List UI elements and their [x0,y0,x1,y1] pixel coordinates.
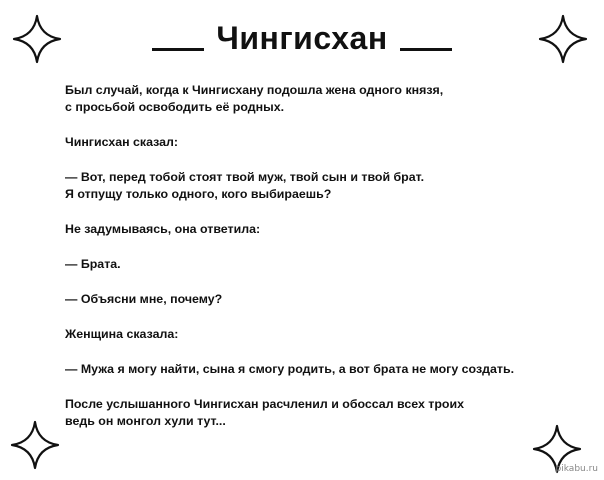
story-text [65,82,590,448]
paragraph [65,256,590,273]
page-title: Чингисхан [216,20,388,56]
text-line: ведь он монгол хули тут... [65,414,226,428]
text-line: — Вот, перед тобой стоят твой муж, твой сын и твой брат. [65,170,425,184]
text-line: Женщина сказала: [65,327,179,341]
text-line: — Объясни мне, почему? [65,292,223,306]
text-line: Я отпущу только одного, кого выбираешь? [65,187,332,201]
paragraph [65,169,590,203]
text-line: — Брата. [65,257,121,271]
text-line: Не задумываясь, она ответила: [65,222,261,236]
title-underline-right [400,48,452,51]
paragraph [65,82,590,116]
text-line: — Мужа я могу найти, сына я смогу родить, а вот брата не могу создать. [65,362,515,376]
title-row [0,18,604,58]
paragraph [65,134,590,151]
text-line: Был случай, когда к Чингисхану подошла жена одного князя, [65,83,444,97]
paragraph [65,291,590,308]
text-line: Чингисхан сказал: [65,135,179,149]
paragraph [65,396,590,430]
four-point-star-icon [10,420,60,470]
paragraph [65,326,590,343]
paragraph [65,361,590,378]
text-line: После услышанного Чингисхан расчленил и обоссал всех троих [65,397,464,411]
title-underline-left [152,48,204,51]
text-line: с просьбой освободить её родных. [65,100,285,114]
paragraph [65,221,590,238]
watermark: pikabu.ru [555,464,598,474]
